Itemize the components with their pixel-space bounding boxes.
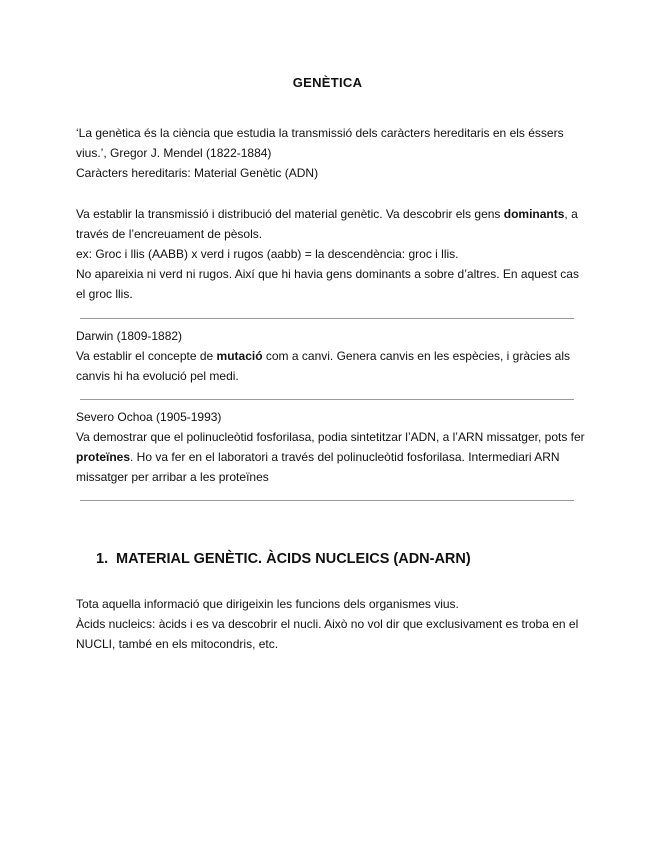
ochoa-line [76,447,576,467]
section1-line: Àcids nucleics: àcids i es va descobrir el nucli. Això no vol dir que exclusivament es troba en el [76,617,579,631]
intro-line: Caràcters hereditaris: Material Genètic (ADN) [76,166,319,180]
bold-term: proteïnes [76,450,131,464]
bold-term: mutació [216,349,263,363]
section1-line: Tota aquella informació que dirigeixin les funcions dels organismes vius. [76,597,459,611]
text-run: Va establir la transmissió i distribució del material genètic. Va descobrir els gens [76,207,504,221]
ochoa-line: Va demostrar que el polinucleòtid fosforilasa, podia sintetitzar l’ADN, a l’ARN missatger, pots fer [76,430,585,444]
intro-line: ‘La genètica és la ciència que estudia la transmissió dels caràcters hereditaris en els éssers [76,126,564,140]
divider [80,399,574,400]
darwin-line [76,346,576,366]
section-number: 1. [96,551,109,567]
text-run: com a canvi. Genera canvis en les espècies, i gràcies als [262,349,571,363]
intro-line: vius.’, Gregor J. Mendel (1822-1884) [76,146,272,160]
text-run: Va establir el concepte de [76,349,217,363]
mendel-paragraph [76,204,579,304]
mendel-line: el groc llis. [76,287,133,301]
mendel-line: No apareixia ni verd ni rugos. Així que hi havia gens dominants a sobre d’altres. En aquest cas [76,267,579,281]
mendel-line [76,204,576,224]
section-title: MATERIAL GENÈTIC. ÀCIDS NUCLEICS (ADN-ARN) [116,551,471,567]
mendel-line: ex: Groc i llis (AABB) x verd i rugos (aabb) = la descendència: groc i llis. [76,247,459,261]
bold-term: dominants [503,207,565,221]
section1-line: NUCLI, també en els mitocondris, etc. [76,637,279,651]
text-run: . Ho va fer en el laboratori a través del polinucleòtid fosforilasa. Intermediari ARN [130,450,560,464]
intro-paragraph [76,123,576,183]
section1-paragraph [76,594,579,654]
darwin-paragraph [76,326,576,386]
author-name: Severo Ochoa (1905-1993) [76,410,222,424]
author-name: Darwin (1809-1882) [76,329,183,343]
document-title: GENÈTICA [292,75,363,90]
divider [80,500,574,501]
section-heading [96,551,471,567]
ochoa-paragraph [76,407,585,487]
mendel-line: través de l’encreuament de pèsols. [76,227,263,241]
darwin-line: canvis hi ha evolució pel medi. [76,369,239,383]
ochoa-line: missatger per arribar a les proteïnes [76,470,269,484]
text-run: , a [564,207,578,221]
divider [80,318,574,319]
